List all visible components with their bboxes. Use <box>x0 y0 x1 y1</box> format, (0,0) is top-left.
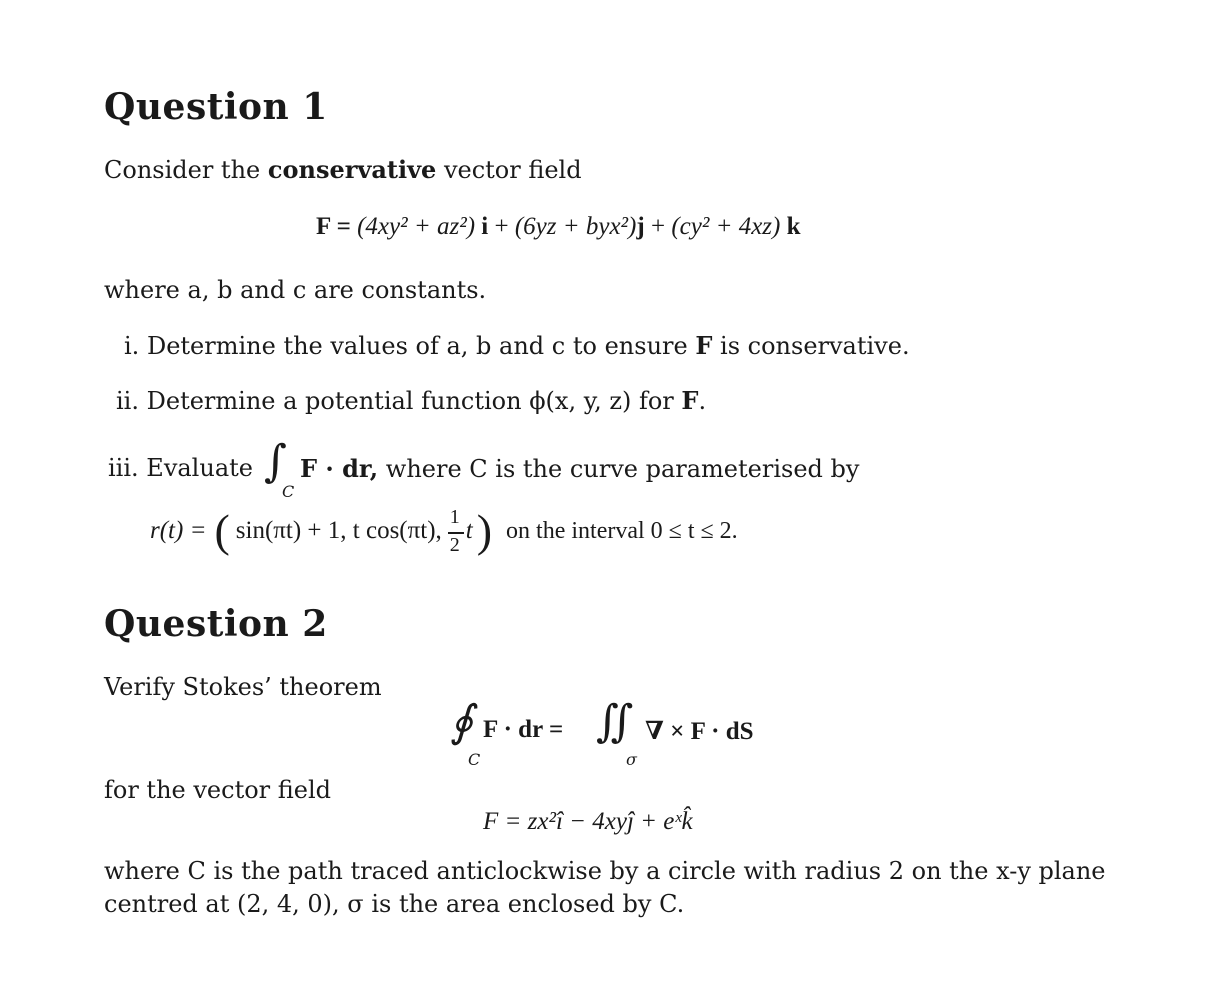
q1-field-comp1: (4xy² + az²) <box>357 213 476 240</box>
surface-integral-sub: σ <box>626 750 637 769</box>
line-integral-sub: C <box>282 482 295 501</box>
q1-item-i-bold: F <box>695 331 713 360</box>
q1-item-ii-text-pre: Determine a potential function ϕ(x, y, z) for <box>146 387 674 415</box>
q1-item-i-text-post: is conservative. <box>720 332 910 360</box>
q1-field-comp3: (cy² + 4xz) <box>671 213 781 240</box>
q1-item-iii-text <box>300 454 859 483</box>
fraction-numerator: 1 <box>449 506 460 528</box>
q1-field-k: k <box>786 213 801 240</box>
q1-field-j: j <box>636 213 645 240</box>
q1-interval: on the interval 0 ≤ t ≤ 2. <box>506 517 738 544</box>
q1-item-i-text-pre: Determine the values of a, b and c to ensure <box>146 332 688 360</box>
q2-description-line-2: centred at (2, 4, 0), σ is the area enclosed by C. <box>104 890 685 918</box>
q1-intro-bold: conservative <box>267 155 437 184</box>
q1-field-equation <box>316 213 801 241</box>
q1-item-iii-marker-text: iii. <box>108 454 139 482</box>
fraction-denominator: 2 <box>449 534 460 556</box>
q1-item-iii-rest: where C is the curve parameterised by <box>385 455 860 483</box>
contour-integral-sub: C <box>468 750 481 769</box>
right-paren-large: ) <box>476 505 493 556</box>
surface-integral-sign: ∬ <box>596 696 634 747</box>
q1-intro <box>104 155 582 184</box>
q1-item-iii-verb: Evaluate <box>146 454 253 482</box>
stokes-right: ∇ × F · dS <box>645 718 754 745</box>
q1-field-plus2: + <box>650 213 666 240</box>
q1-intro-pre: Consider the <box>104 156 261 184</box>
q1-item-i <box>124 331 910 360</box>
contour-integral-sign: ∮ <box>450 696 473 747</box>
q1-item-ii <box>116 386 706 415</box>
q2-field-equation: F = zx²î − 4xyĵ + eˣk̂ <box>483 808 693 835</box>
q1-item-i-marker: i. <box>124 332 140 360</box>
line-integral-sign: ∫ <box>264 436 287 487</box>
q1-field-plus1: + <box>494 213 509 240</box>
q1-item-iii-integrand: F · dr, <box>300 454 379 483</box>
q1-item-ii-marker: ii. <box>116 387 139 415</box>
q1-item-ii-bold: F <box>681 386 699 415</box>
fraction-half <box>448 506 464 556</box>
q1-r-body: sin(πt) + 1, t cos(πt), <box>235 517 442 544</box>
q1-r-lhs: r(t) = <box>150 517 207 544</box>
q1-field-i: i <box>481 213 489 240</box>
stokes-left: F · dr = <box>483 716 564 743</box>
q1-parametrisation <box>150 503 738 559</box>
q1-intro-post: vector field <box>443 156 582 184</box>
left-paren-large: ( <box>214 505 230 556</box>
question-1-heading: Question 1 <box>104 86 328 128</box>
q1-field-comp2: (6yz + byx²) <box>514 213 637 240</box>
fraction-variable: t <box>465 517 473 544</box>
question-2-heading: Question 2 <box>104 603 328 645</box>
q1-constants-text: where a, b and c are constants. <box>104 276 487 304</box>
q2-field-label: for the vector field <box>104 776 332 804</box>
q1-item-iii-marker <box>108 454 253 482</box>
q2-intro: Verify Stokes’ theorem <box>104 673 382 701</box>
q1-field-lhs: F = <box>316 213 351 240</box>
q2-description-line-1: where C is the path traced anticlockwise by a circle with radius 2 on the x-y plane <box>104 857 1106 885</box>
q1-item-ii-text-post: . <box>698 387 707 415</box>
